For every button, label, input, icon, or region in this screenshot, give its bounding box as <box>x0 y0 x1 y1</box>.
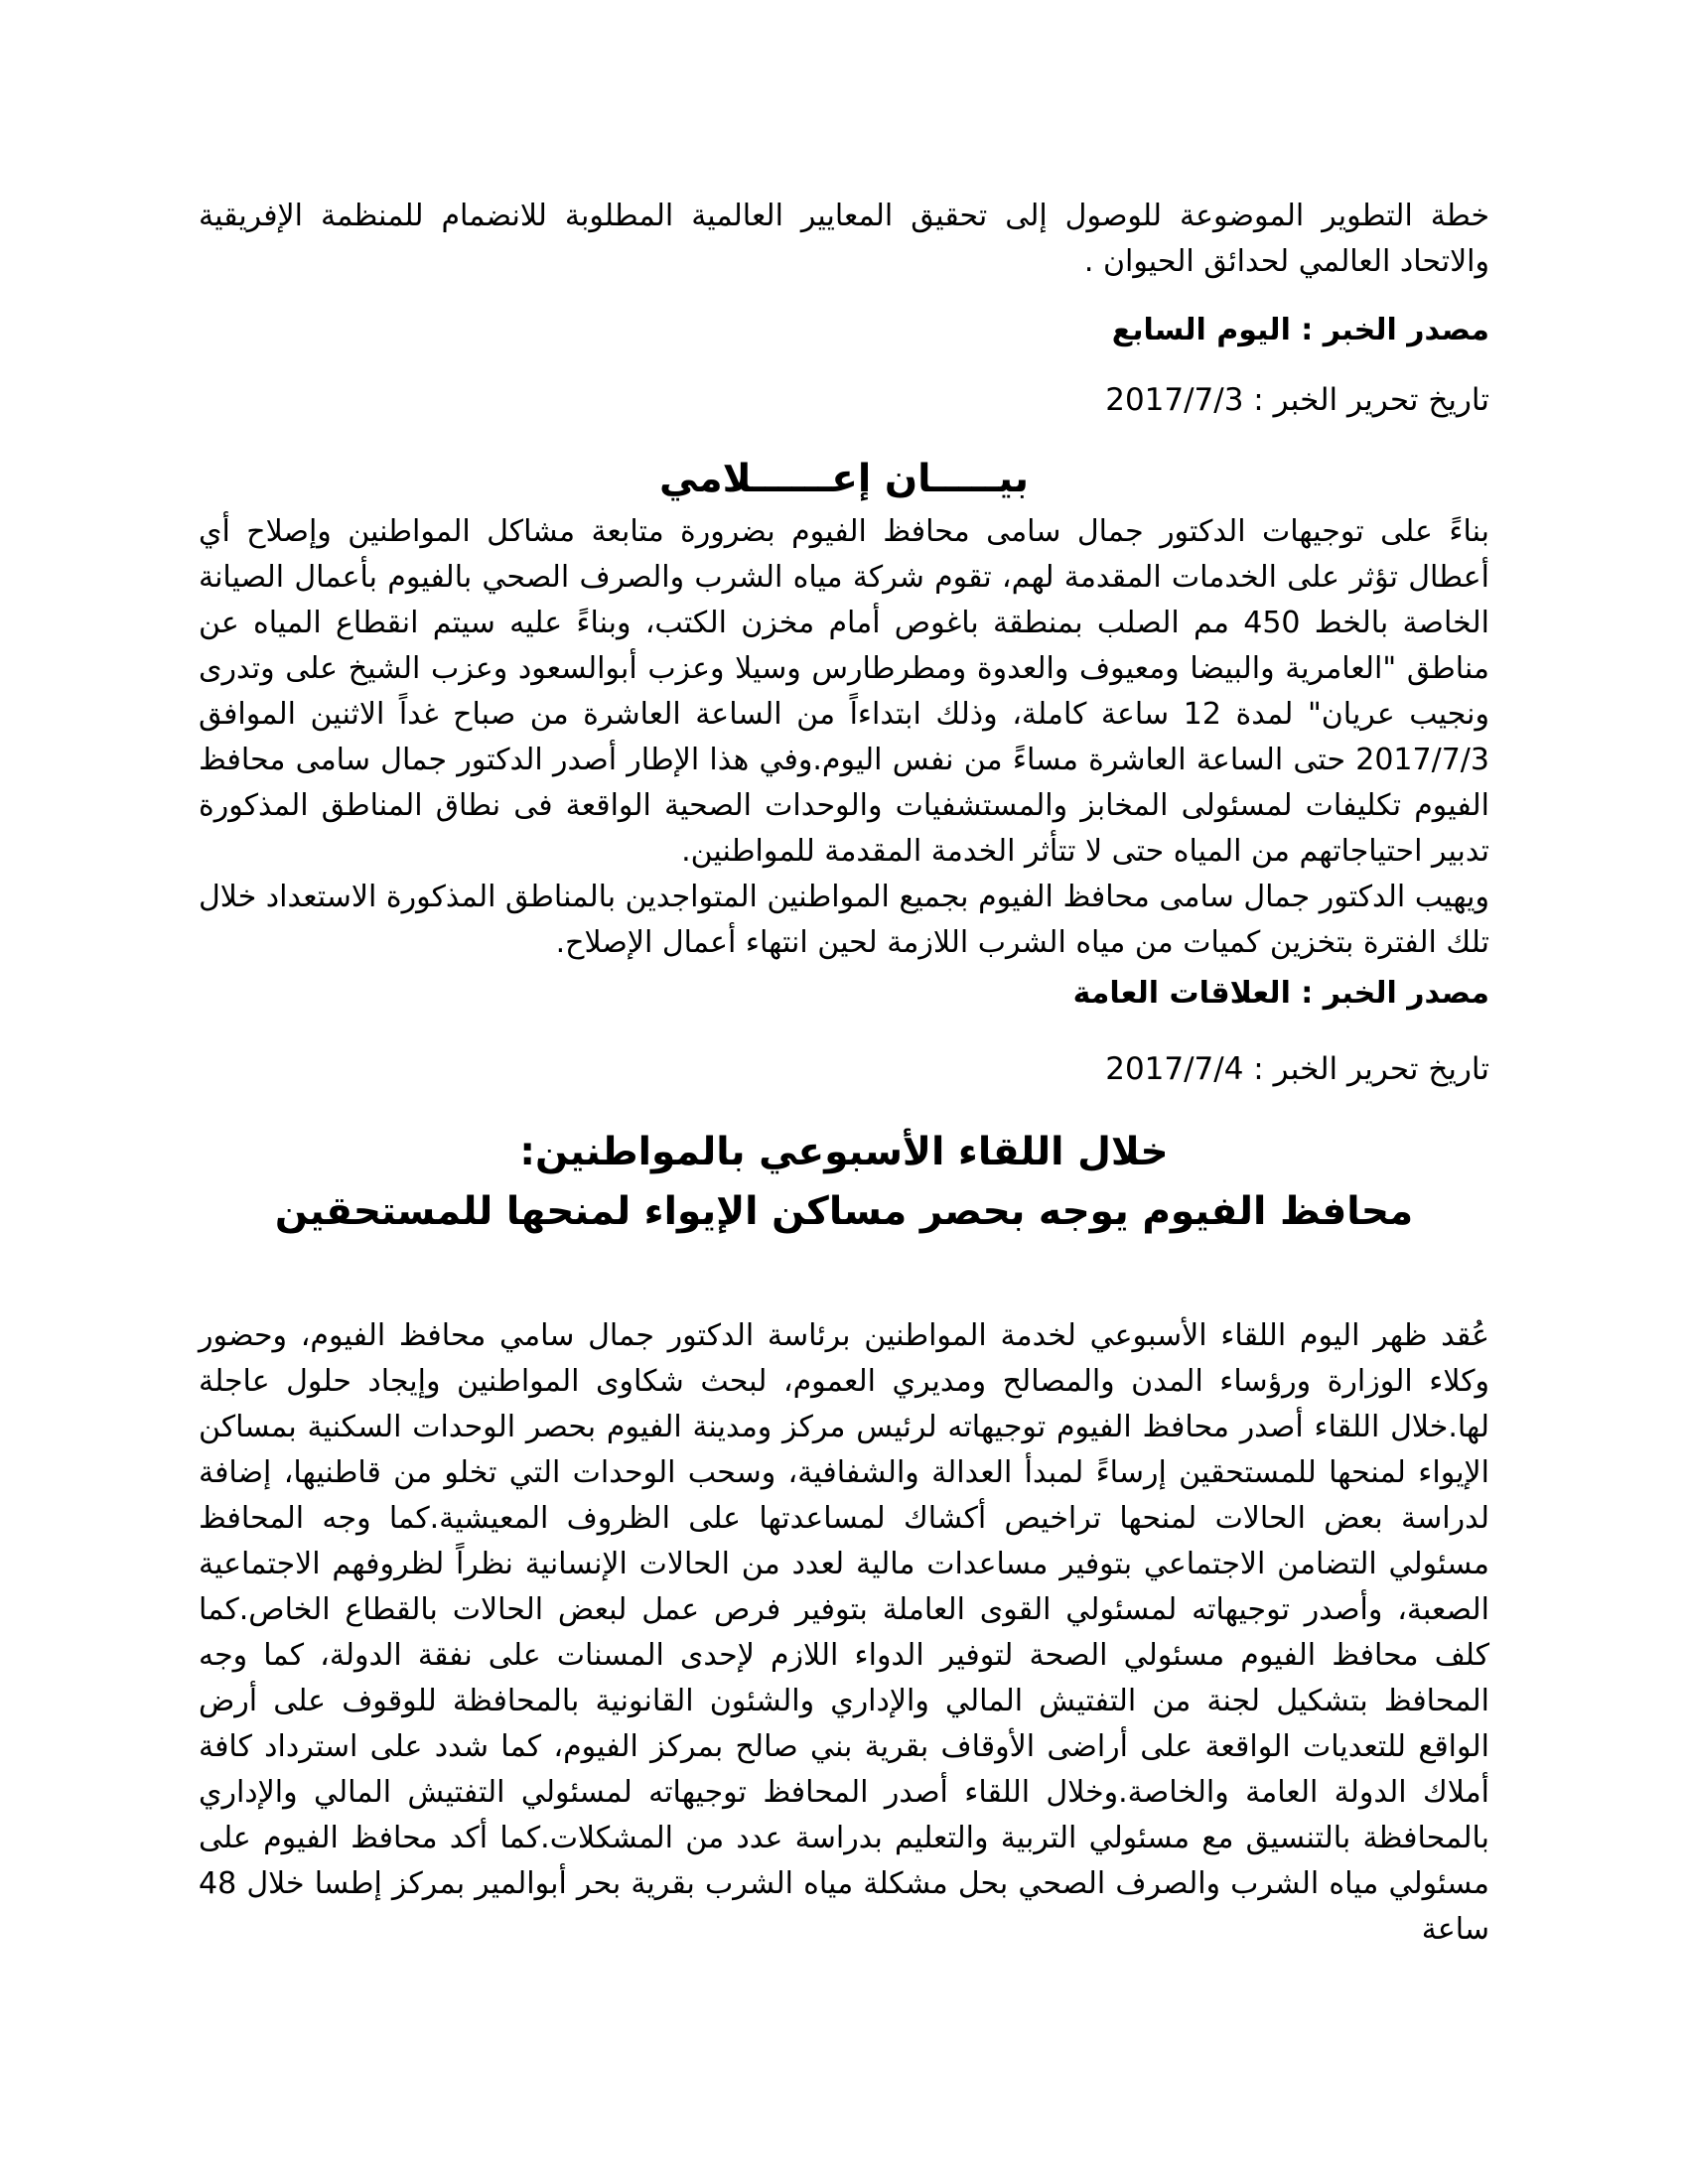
press-release-title: بيـــــان إعــــــلامي <box>659 457 1029 501</box>
news-source: مصدر الخبر : العلاقات العامة <box>1072 976 1489 1011</box>
news-date: تاريخ تحرير الخبر : 2017/7/3 <box>1105 382 1489 418</box>
article-body: عُقد ظهر اليوم اللقاء الأسبوعي لخدمة المواطنين برئاسة الدكتور جمال سامي محافظ الفيوم، وحضور وكلاء الوزارة ورؤساء المدن والمصالح ومديري العموم، لبحث شكاوى المواطنين وإيجاد حلول عاجلة لها.خلال اللقاء أصدر محافظ الفيوم توجيهاته لرئيس مركز ومدينة الفيوم بحصر الوحدات السكنية بمساكن الإيواء لمنحها للمستحقين إرساءً لمبدأ العدالة والشفافية، وسحب الوحدات التي تخلو من قاطنيها، إضافة لدراسة بعض الحالات لمنحها تراخيص أكشاك لمساعدتها على الظروف المعيشية.كما وجه المحافظ مسئولي التضامن الاجتماعي بتوفير مساعدات مالية لعدد من الحالات الإنسانية نظراً لظروفهم الاجتماعية الصعبة، وأصدر توجيهاته لمسئولي القوى العاملة بتوفير فرص عمل لبعض الحالات بالقطاع الخاص.كما كلف محافظ الفيوم مسئولي الصحة لتوفير الدواء اللازم لإحدى المسنات على نفقة الدولة، كما وجه المحافظ بتشكيل لجنة من التفتيش المالي والإداري والشئون القانونية بالمحافظة للوقوف على أرض الواقع للتعديات الواقعة على أراضى الأوقاف بقرية بني صالح بمركز الفيوم، كما شدد على استرداد كافة أملاك الدولة العامة والخاصة.وخلال اللقاء أصدر المحافظ توجيهاته لمسئولي التفتيش المالي والإداري بالمحافظة بالتنسيق مع مسئولي التربية والتعليم بدراسة عدد من المشكلات.كما أكد محافظ الفيوم على مسئولي مياه الشرب والصرف الصحي بحل مشكلة مياه الشرب بقرية بحر أبوالمير بمركز إطسا خلال 48 ساعة <box>199 1318 1489 1947</box>
previous-article-continuation: خطة التطوير الموضوعة للوصول إلى تحقيق المعايير العالمية المطلوبة للانضمام للمنظمة الإفريقية والاتحاد العالمي لحدائق الحيوان . <box>199 199 1489 279</box>
document-page <box>199 194 1489 1953</box>
press-release-body-continued: ويهيب الدكتور جمال سامى محافظ الفيوم بجميع المواطنين المتواجدين بالمناطق المذكورة الاستعداد خلال تلك الفترة بتخزين كميات من مياه الشرب اللازمة لحين انتهاء أعمال الإصلاح. <box>199 880 1489 960</box>
news-date: تاريخ تحرير الخبر : 2017/7/4 <box>1105 1051 1489 1087</box>
article-headline: خلال اللقاء الأسبوعي بالمواطنين: <box>519 1130 1169 1174</box>
article-subheadline: محافظ الفيوم يوجه بحصر مساكن الإيواء لمنحها للمستحقين <box>274 1189 1414 1234</box>
press-release-body: بناءً على توجيهات الدكتور جمال سامى محافظ الفيوم بضرورة متابعة مشاكل المواطنين وإصلاح أي أعطال تؤثر على الخدمات المقدمة لهم، تقوم شركة مياه الشرب والصرف الصحي بالفيوم بأعمال الصيانة الخاصة بالخط 450 مم الصلب بمنطقة باغوص أمام مخزن الكتب، وبناءً عليه سيتم انقطاع المياه عن مناطق "العامرية والبيضا ومعيوف والعدوة ومطرطارس وسيلا وعزب أبوالسعود وعزب الشيخ على وتدرى ونجيب عريان" لمدة 12 ساعة كاملة، وذلك ابتداءاً من الساعة العاشرة من صباح غداً الاثنين الموافق 2017/7/3 حتى الساعة العاشرة مساءً من نفس اليوم.وفي هذا الإطار أصدر الدكتور جمال سامى محافظ الفيوم تكليفات لمسئولى المخابز والمستشفيات والوحدات الصحية الواقعة فى نطاق المناطق المذكورة تدبير احتياجاتهم من المياه حتى لا تتأثر الخدمة المقدمة للمواطنين. <box>199 514 1490 869</box>
news-source: مصدر الخبر : اليوم السابع <box>1111 313 1489 347</box>
